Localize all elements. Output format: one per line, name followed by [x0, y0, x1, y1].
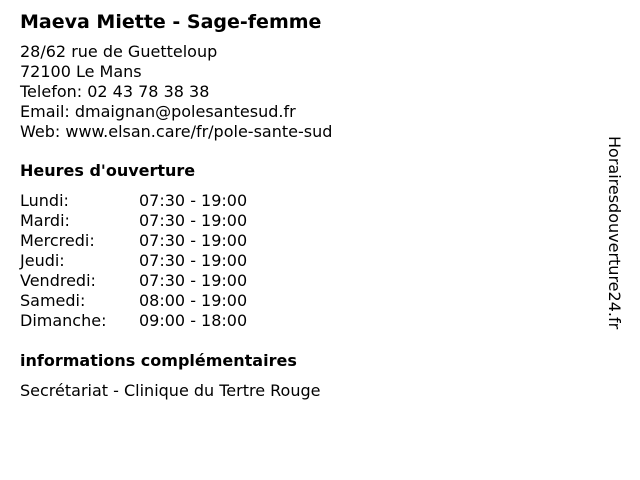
contact-block [20, 42, 600, 142]
hours-row-mercredi [20, 231, 600, 251]
additional-info-text: Secrétariat - Clinique du Tertre Rouge [20, 381, 321, 400]
address-city: 72100 Le Mans [20, 62, 142, 81]
website: Web: www.elsan.care/fr/pole-sante-sud [20, 122, 333, 141]
time-range: 07:30 - 19:00 [139, 271, 248, 290]
time-range: 08:00 - 19:00 [139, 291, 248, 310]
hours-row-samedi [20, 291, 600, 311]
day-label: Mercredi: [20, 231, 95, 250]
opening-hours-table [20, 191, 600, 331]
opening-hours-heading: Heures d'ouverture [20, 161, 196, 180]
time-range: 09:00 - 18:00 [139, 311, 248, 330]
phone-number: Telefon: 02 43 78 38 38 [20, 82, 210, 101]
email-address: Email: dmaignan@polesantesud.fr [20, 102, 296, 121]
time-range: 07:30 - 19:00 [139, 231, 248, 250]
hours-row-dimanche [20, 311, 600, 331]
time-range: 07:30 - 19:00 [139, 251, 248, 270]
address-street: 28/62 rue de Guetteloup [20, 42, 218, 61]
day-label: Mardi: [20, 211, 70, 230]
day-label: Samedi: [20, 291, 86, 310]
time-range: 07:30 - 19:00 [139, 191, 248, 210]
hours-row-vendredi [20, 271, 600, 291]
hours-row-jeudi [20, 251, 600, 271]
day-label: Jeudi: [20, 251, 65, 270]
additional-info-heading: informations complémentaires [20, 351, 297, 370]
business-card [20, 9, 600, 401]
day-label: Dimanche: [20, 311, 107, 330]
day-label: Lundi: [20, 191, 69, 210]
watermark-brand: Horairesdouverture24.fr [605, 136, 624, 330]
day-label: Vendredi: [20, 271, 96, 290]
time-range: 07:30 - 19:00 [139, 211, 248, 230]
business-name: Maeva Miette - Sage-femme [20, 11, 322, 33]
hours-row-lundi [20, 191, 600, 211]
hours-row-mardi [20, 211, 600, 231]
